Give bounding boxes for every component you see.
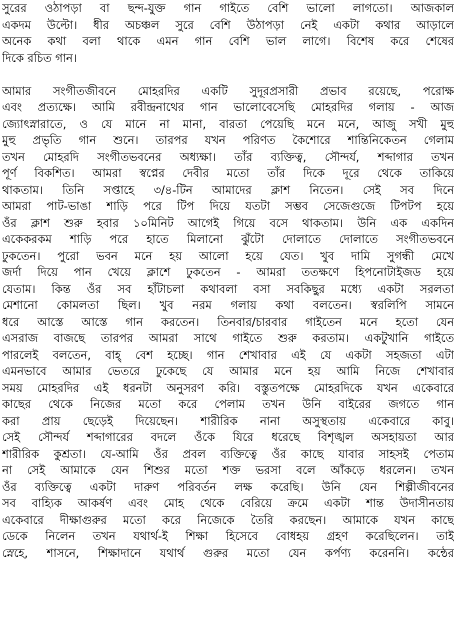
text-line: ধরে আস্তে আস্তে গান করতেন। তিনবার/চারবার গাইতেন মনে হতো যেন [2,314,454,329]
text-line: এমনভাবে আমার ভেতরে ঢুকেছে যে আমার মনে হয় আমি নিজে শেখাবার [2,364,454,378]
text-line: একেবারে দীক্ষাগুরুর মতো করে নিজেকে তৈরি করছেন। আমাকে যখন কাছে [2,512,454,527]
text-line: সেই সৌন্দর্য শব্দাগারের বদলে ওঁকে যিরে ধরেছে বিশৃঙ্খল অসহায়তা আর [2,430,454,444]
text-line: স্নেহে, শাসনে, শিক্ষাদানে যথার্থ গুরুর মতো যেন কর্পণ্য করেননি। কন্ঠের [2,545,454,560]
text-line: একদম উল্টো। ধীর অচঞ্চল সুরে বেশি উঠাপড়া নেই একটা কথার আড়ালে [2,17,454,32]
text-line: থাকতাম। তিনি সপ্তাহে ৩/৪-টিন আমাদের ক্লাশ নিতেন। সেই সব দিনে [2,182,454,197]
text-line: মেশানো কোমলতা ছিল। খুব নরম গলায় কথা বলতেন। স্বরলিপি সামনে [2,298,454,312]
text-line: পূর্ণ বিকশিত। আমরা স্বপ্নের দেবীর মতো তাঁর দিকে দূরে থেকে তাকিয়ে [2,166,454,180]
text-line: এসরাজ বাজছে তারপর আমরা সাথে গাইতে শুরু করতাম। একটুখানি গাইতে [2,331,454,345]
text-line: ঢুকতেন। পুরো ভবন মনে হয় আলো হয়ে যেত। খুব দামি সুগন্ধী মেখে [2,248,454,263]
text-line: না সেই আমাকে যেন শিশুর মতো শক্ত ভরসা বলে আঁকড়ে ধরলেন। তখন [2,463,454,477]
text-line: সময় মোহরদির এই ধরনটা অনুসরণ করি। বস্তুতপক্ষে মোহরদিকে যখন একেবারে [2,380,454,395]
paragraph-gap [0,66,456,83]
text-line: সুরের ওঠাপড়া বা ছন্দ-যুক্ত গান গাইতে বেশি ভালো লাগতো। আজকাল [2,1,454,15]
text-line: সব বাহ্যিক আকর্ষণ এবং মোহ থেকে বেরিয়ে ক্রমে একটা শান্ত উদাসীনতায় [2,496,454,510]
text-line: জ্যোৎস্নারাতে, ও যে মানে না মানা, বারতা পেয়েছি মনে মনে, আজু সখী মুহু [2,116,454,131]
text-line: যেতাম। কিন্ত ওঁর সব হাঁটাচলা কথাবলা বসা সবকিছুর মধ্যে একটা সরলতা [2,281,454,296]
text-line: জর্দা দিয়ে পান খেয়ে ক্লাশে ঢুকতেন - আমরা ততক্ষণে হিপনোটাইজড হয়ে [2,265,454,279]
text-line: ওঁর ক্লাশ শুরু হবার ১০মিনিট আগেই গিয়ে বসে থাকতাম। উনি এক একদিন [2,215,454,230]
text-line: তখন মোহরদি সংগীতভবনের অধ্যক্ষা। তাঁর ব্যক্তিত্ব, সৌন্দর্য, শব্দাগার তখন [2,149,454,164]
text-line: শারীরিক কুশ্রতা। যে-আমি ওঁর প্রবল ব্যক্তিত্বে ওঁর কাছে যাবার সাহসই পেতাম [2,446,454,461]
text-line: একেকরকম শাড়ি পরে হাতে মিলানো ঝুঁটো দোলাতে দোলাতে সংগীতভবনে [2,232,454,246]
text-line: কাছের থেকে নিজের মতো করে পেলাম তখন উনি বাইরের জগতে গান [2,397,454,411]
text-line: করা প্রায় ছেড়েই দিয়েছেন। শারীরিক নানা অসুস্থতায় একেবারে কাবু। [2,413,454,428]
text-line: আমার সংগীতজীবনে মোহরদির একটি সুদূরপ্রসারী প্রভাব রয়েছে, পরোক্ষ [2,83,454,98]
paragraph-main [0,83,456,562]
text-line: ডেকে নিলেন তখন যথার্থ-ই শিক্ষা হিসেবে বোধহয় গ্রহণ করেছিলেন। তাই [2,529,454,543]
text-line: মুহু প্রভৃতি গান শুনে। তারপর যখন পরিণত কৈশোরে শান্তিনিকেতন গেলাম [2,133,454,147]
text-line: আমরা পাট-ভাঙা শাড়ি পরে টিপ দিয়ে যতটা সম্ভব সেজেগুজে টিপটপ হয়ে [2,199,454,213]
text-line: এবং প্রত্যক্ষে। আমি রবীন্দ্রনাথের গান ভালোবেসেছি মোহরদির গলায় - আজ [2,100,454,114]
text-line: অনেক কথা বলা থাকে এমন গান বেশি ভাল লাগে। বিশেষ করে শেষের [2,34,454,48]
text-line: দিকে রচিত গান। [2,50,77,65]
text-line: পারলেই বলতেন, বাহ্ বেশ হচ্ছে। গান শেখাবার এই যে একটা সহজতা এটা [2,347,454,362]
paragraph-intro [0,0,456,66]
text-line: ওঁর ব্যক্তিত্বে একটা দারুণ পরিবর্তন লক্ষ করেছি। উনি যেন শিল্পীজীবনের [2,479,454,494]
